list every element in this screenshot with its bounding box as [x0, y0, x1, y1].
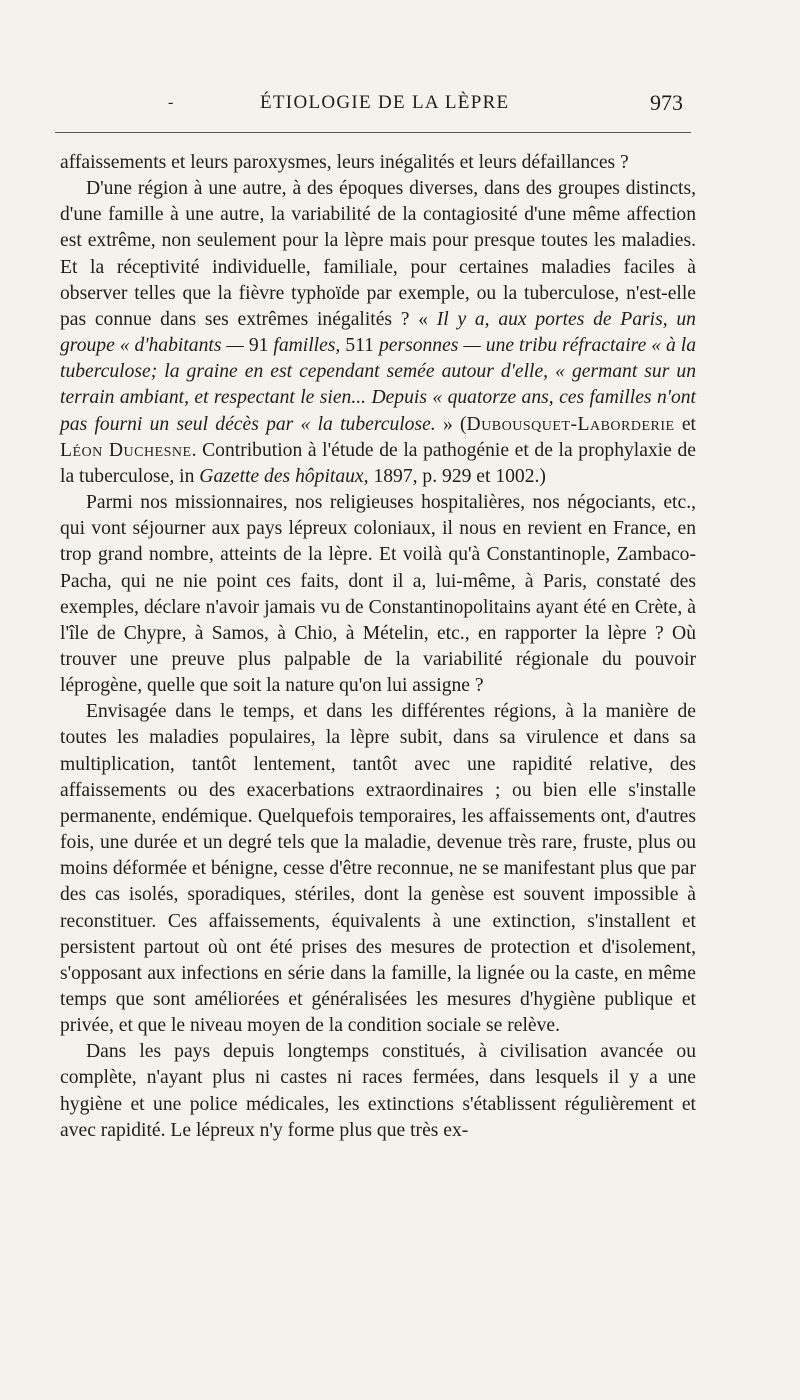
text-run: Parmi nos missionnaires, nos religieuses hospitalières, nos négociants, etc., qui vont séjourner aux pays lépreux coloniaux, il nous en revient en France, en trop grand nombre, atteints de la lèpre. Et voilà qu'à Constantinople, Zambaco-Pacha, qui ne nie point ces faits, dont il a, lui-même, à Paris, constaté des exemples, déclare n'avoir jamais vu de Constantinopolitains ayant été en Crète, à l'île de Chypre, à Samos, à Chio, à Mételin, etc., en rapporter la lèpre ? Où trouver une preuve plus palpable de la variabilité régionale du pouvoir léprogène, quelle que soit la nature qu'on lui assigne ?	[60, 492, 696, 697]
text-run: D'une région à une autre, à des époques diverses, dans des groupes distincts, d'une famille à une autre, la variabilité de la contagiosité d'une même affection est extrême, non seulement pour la lèpre mais pour presque toutes les maladies. Et la réceptivité individuelle, familiale, pour certaines maladies faciles à observer telles que la fièvre typhoïde par exemple, ou la tuberculose, n'est-elle pas connue dans ses extrêmes inégalités ? «	[60, 178, 696, 330]
author-name: Léon Duchesne	[60, 439, 192, 461]
author-name: Dubousquet-Laborderie	[466, 413, 675, 435]
paragraph	[60, 176, 696, 490]
running-title: ÉTIOLOGIE DE LA LÈPRE	[260, 92, 510, 113]
paragraph	[60, 490, 696, 699]
text-run: . Contribution à l'étude de la pathogénie et de la prophylaxie de la tuberculose, in	[60, 439, 696, 487]
italic-run: Il y a, aux portes de Paris, un groupe « d'habitants —	[60, 308, 696, 357]
text-run: Envisagée dans le temps, et dans les différentes régions, à la manière de toutes les maladies populaires, la lèpre subit, dans sa virulence et dans sa multiplication, tantôt lentement, tantôt avec une rapidité relative, des affaissements ou des exacerbations extraordinaires ; ou bien elle s'installe permanente, endémique. Quelquefois temporaires, les affaissements ont, d'autres fois, une durée et un degré tels que la maladie, devenue très rare, fruste, plus ou moins déformée et bénigne, cesse d'être reconnue, ne se manifestant plus que par des cas isolés, sporadiques, stériles, dont la genèse est souvent impossible à reconstituer. Ces affaissements, équivalents à une extinction, s'installent et persistent partout où ont été prises des mesures de protection et d'isolement, s'opposant aux infections en série dans la famille, la lignée ou la caste, en même temps que sont améliorées et généralisées les mesures d'hygiène publique et privée, et que le niveau moyen de la condition sociale se relève.	[60, 701, 696, 1037]
header-mark: -	[168, 94, 174, 111]
running-header	[0, 88, 800, 118]
paragraph	[60, 150, 696, 176]
italic-run: personnes — une tribu réfractaire « à la tuberculose; la graine en est cependant semée autour d'elle, « germant sur un terrain ambiant, et respectant le sien... Depuis « quatorze ans, ces familles n'ont pas fourni un seul décès par « la tuberculose.	[60, 335, 697, 435]
text-run: Dans les pays depuis longtemps constitués, à civilisation avancée ou complète, n'ayant plus ni castes ni races fermées, dans lesquels il y a une hygiène et une police médicales, les extinctions s'établissent régulièrement et avec rapidité. Le lépreux n'y forme plus que très ex-	[60, 1041, 696, 1141]
body-text	[60, 150, 696, 1144]
page-number: 973	[650, 90, 683, 115]
header-rule	[55, 132, 691, 133]
italic-run: Gazette des hôpitaux	[199, 465, 364, 487]
italic-run: familles,	[273, 335, 346, 357]
text-run: affaissements et leurs paroxysmes, leurs inégalités et leurs défaillances ?	[60, 152, 629, 173]
text-run: » (	[435, 413, 467, 435]
paragraph	[60, 1039, 696, 1144]
paragraph	[60, 699, 696, 1039]
text-run: 91	[248, 335, 274, 357]
text-run: et	[674, 413, 696, 435]
text-run: 511	[345, 335, 379, 357]
text-run: , 1897, p. 929 et 1002.)	[363, 465, 546, 487]
